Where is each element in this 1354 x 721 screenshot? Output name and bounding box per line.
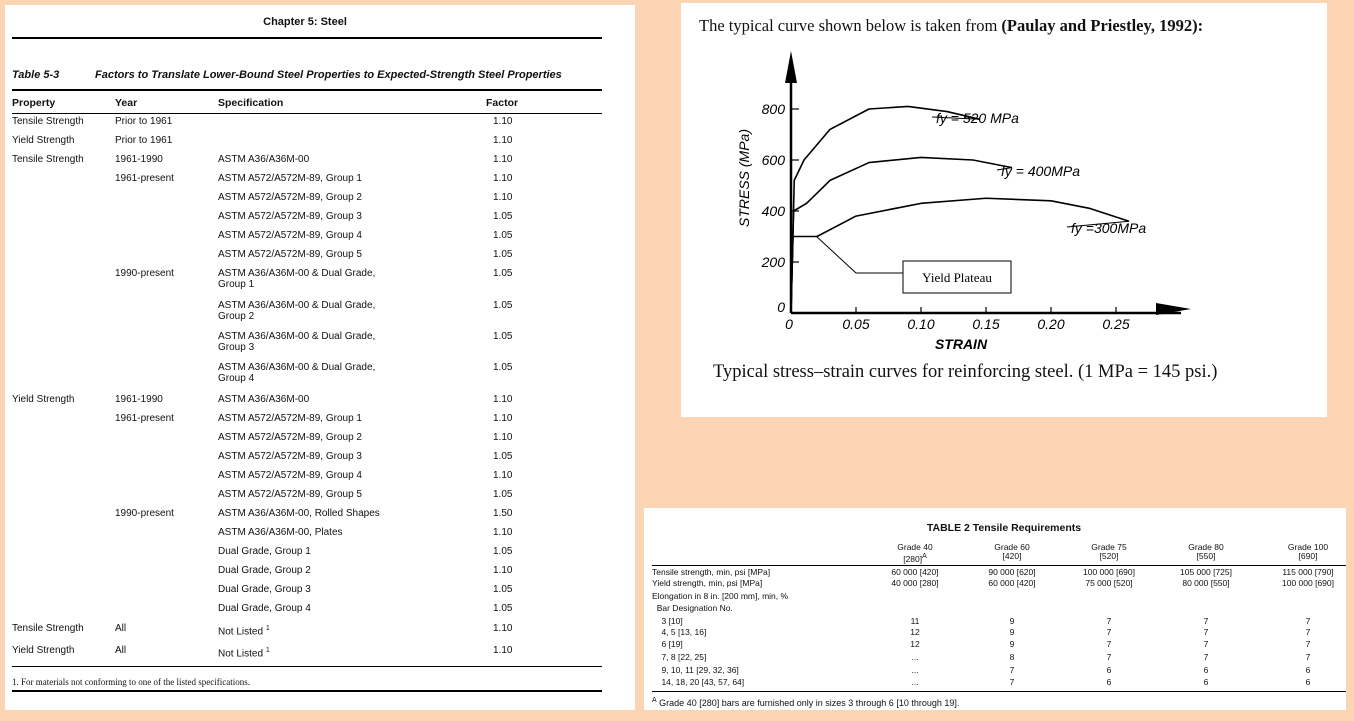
annotation-text: Yield Plateau [922, 270, 992, 285]
cell-property: Yield Strength [12, 394, 75, 405]
cell-specification-text: ASTM A572/A572M-89, Group 1 [218, 173, 362, 184]
requirement-value: 7 [1203, 616, 1209, 626]
grade-mpa: [520] [1099, 551, 1119, 561]
header-rule [12, 113, 602, 114]
tensile-requirements-panel [644, 508, 1346, 710]
cell-year: 1961-present [115, 413, 174, 424]
requirement-value: 9 [1009, 639, 1015, 649]
cell-factor: 1.10 [493, 645, 513, 656]
cell-specification [218, 211, 362, 222]
cell-specification-group: Group 2 [218, 311, 255, 322]
cell-factor: 1.05 [493, 546, 513, 557]
requirement-value: 7 [1305, 639, 1311, 649]
intro-reference: (Paulay and Priestley, 1992): [1001, 16, 1204, 35]
table2-footnote [652, 696, 959, 708]
requirement-label: 6 [19] [652, 639, 683, 649]
series-label: fy =300MPa [1071, 220, 1147, 236]
grade-mpa: [550] [1196, 551, 1216, 561]
y-tick-label: 0 [777, 299, 785, 315]
cell-specification-text: ASTM A36/A36M-00, Plates [218, 527, 343, 538]
requirement-value: 7 [1106, 639, 1112, 649]
annotation-leader [816, 236, 903, 273]
cell-year: 1961-1990 [115, 394, 163, 405]
cell-specification [218, 300, 375, 322]
cell-factor: 1.10 [493, 432, 513, 443]
cell-specification-text: ASTM A36/A36M-00, Rolled Shapes [218, 508, 380, 519]
cell-specification [218, 470, 362, 481]
figure-caption: Typical stress–strain curves for reinforcing steel. (1 MPa = 145 psi.) [713, 362, 1218, 382]
cell-specification [218, 432, 362, 443]
table2-header-rule [652, 565, 1346, 566]
requirement-value: 6 [1203, 677, 1209, 687]
cell-specification [218, 331, 375, 353]
x-tick-label: 0 [785, 316, 793, 332]
grade-mpa: [690] [1298, 551, 1318, 561]
cell-factor: 1.05 [493, 331, 513, 342]
cell-property: Tensile Strength [12, 154, 84, 165]
cell-specification-text: ASTM A572/A572M-89, Group 4 [218, 230, 362, 241]
cell-specification-text: ASTM A36/A36M-00 [218, 394, 310, 405]
table-footnote: 1. For materials not conforming to one of the listed specifications. [12, 677, 250, 687]
cell-specification-text: ASTM A572/A572M-89, Group 3 [218, 451, 362, 462]
requirement-value: 7 [1203, 639, 1209, 649]
grade-column-header [1166, 543, 1246, 561]
cell-property: Yield Strength [12, 135, 75, 146]
cell-specification-text: ASTM A572/A572M-89, Group 3 [218, 211, 362, 222]
cell-specification-text: ASTM A36/A36M-00 & Dual Grade, [218, 268, 376, 279]
y-axis-arrow [785, 51, 797, 83]
cell-specification-text: Dual Grade, Group 4 [218, 603, 311, 614]
requirement-value: 6 [1106, 677, 1112, 687]
cell-specification-text: ASTM A572/A572M-89, Group 1 [218, 413, 362, 424]
cell-specification [218, 508, 380, 519]
requirement-value: 6 [1106, 665, 1112, 675]
table-title: Factors to Translate Lower-Bound Steel Properties to Expected-Strength Steel Properties [95, 69, 562, 81]
cell-specification [218, 489, 362, 500]
cell-factor: 1.05 [493, 211, 513, 222]
requirement-value: 11 [910, 616, 920, 626]
cell-factor: 1.10 [493, 135, 513, 146]
cell-year: Prior to 1961 [115, 116, 173, 127]
cell-factor: 1.05 [493, 300, 513, 311]
requirement-label: 3 [10] [652, 616, 683, 626]
requirement-value: 7 [1106, 652, 1112, 662]
cell-specification-text: ASTM A572/A572M-89, Group 2 [218, 432, 362, 443]
requirement-value: 7 [1106, 616, 1112, 626]
cell-specification [218, 451, 362, 462]
cell-specification-text: Not Listed [218, 648, 264, 660]
cell-specification-group: Group 3 [218, 342, 255, 353]
requirement-value: 100 000 [690] [1282, 578, 1334, 588]
x-tick-label: 0.10 [907, 316, 935, 332]
header-year: Year [115, 97, 138, 109]
requirement-value: 9 [1009, 627, 1015, 637]
requirement-value: 105 000 [725] [1180, 567, 1232, 577]
requirement-label: Yield strength, min, psi [MPa] [652, 578, 763, 588]
caption-rule [12, 89, 602, 91]
header-specification: Specification [218, 97, 284, 109]
cell-factor: 1.05 [493, 603, 513, 614]
cell-specification-group: Group 4 [218, 373, 255, 384]
end-rule [12, 690, 602, 692]
chapter-title: Chapter 5: Steel [263, 16, 347, 28]
cell-factor: 1.10 [493, 527, 513, 538]
cell-factor: 1.10 [493, 470, 513, 481]
cell-specification-text: Dual Grade, Group 2 [218, 565, 311, 576]
requirement-label: 14, 18, 20 [43, 57, 64] [652, 677, 745, 687]
y-axis-label: STRESS (MPa) [736, 128, 752, 228]
cell-year: 1990-present [115, 268, 174, 279]
cell-factor: 1.05 [493, 230, 513, 241]
requirement-value: 40 000 [280] [891, 578, 939, 588]
steel-properties-table-panel [5, 5, 635, 710]
cell-specification [218, 527, 343, 538]
grade-name: Grade 40 [897, 542, 933, 552]
requirement-value: 6 [1305, 665, 1311, 675]
x-tick-label: 0.15 [972, 316, 1000, 332]
requirement-value: 115 000 [790] [1282, 567, 1334, 577]
cell-specification [218, 192, 362, 203]
cell-year: 1961-1990 [115, 154, 163, 165]
grade-column-header [972, 543, 1052, 561]
cell-factor: 1.50 [493, 508, 513, 519]
cell-specification-text: ASTM A36/A36M-00 [218, 154, 310, 165]
cell-specification [218, 623, 270, 637]
cell-specification-text: Dual Grade, Group 1 [218, 546, 311, 557]
bottom-rule [12, 666, 602, 667]
cell-specification-group: Group 1 [218, 279, 255, 290]
stress-strain-figure-panel [681, 3, 1327, 417]
requirement-value: 7 [1305, 627, 1311, 637]
requirement-value: 7 [1305, 652, 1311, 662]
cell-specification-text: ASTM A36/A36M-00 & Dual Grade, [218, 300, 376, 311]
requirement-value: 6 [1203, 665, 1209, 675]
requirement-value: 7 [1009, 665, 1015, 675]
requirement-label: Elongation in 8 in. [200 mm], min, % [652, 591, 789, 601]
cell-specification [218, 268, 375, 290]
cell-specification [218, 230, 362, 241]
cell-factor: 1.05 [493, 584, 513, 595]
cell-year: 1961-present [115, 173, 174, 184]
cell-specification [218, 603, 311, 614]
requirement-value: 9 [1009, 616, 1015, 626]
requirement-value: ... [911, 665, 919, 675]
grade-column-header [875, 543, 955, 564]
x-axis-label: STRAIN [934, 336, 988, 352]
requirement-value: 12 [910, 639, 920, 649]
table2-footnote-text: Grade 40 [280] bars are furnished only in sizes 3 through 6 [10 through 19]. [656, 698, 960, 708]
grade-column-header [1268, 543, 1348, 561]
cell-factor: 1.10 [493, 623, 513, 634]
requirement-label: 9, 10, 11 [29, 32, 36] [652, 665, 739, 675]
table2-footnote-mark: A [652, 697, 657, 704]
stress-strain-chart [681, 3, 1327, 417]
requirement-value: 75 000 [520] [1085, 578, 1133, 588]
cell-specification [218, 249, 362, 260]
requirement-value: 7 [1203, 652, 1209, 662]
cell-factor: 1.05 [493, 268, 513, 279]
requirement-label: Bar Designation No. [652, 603, 733, 613]
cell-factor: 1.10 [493, 154, 513, 165]
cell-factor: 1.05 [493, 489, 513, 500]
cell-specification-text: Dual Grade, Group 3 [218, 584, 311, 595]
table-number: Table 5-3 [12, 69, 60, 81]
requirement-value: 7 [1305, 616, 1311, 626]
y-tick-label: 200 [761, 254, 785, 270]
cell-specification [218, 584, 311, 595]
cell-factor: 1.10 [493, 565, 513, 576]
cell-property: Tensile Strength [12, 116, 84, 127]
cell-property: Yield Strength [12, 645, 75, 656]
requirement-label: 4, 5 [13, 16] [652, 627, 707, 637]
cell-factor: 1.10 [493, 173, 513, 184]
cell-factor: 1.10 [493, 413, 513, 424]
y-tick-label: 800 [761, 101, 785, 117]
requirement-value: 6 [1305, 677, 1311, 687]
cell-year: 1990-present [115, 508, 174, 519]
grade-name: Grade 60 [994, 542, 1030, 552]
footnote-mark: 1 [265, 647, 270, 654]
cell-specification-text: ASTM A572/A572M-89, Group 2 [218, 192, 362, 203]
cell-specification-text: ASTM A572/A572M-89, Group 5 [218, 249, 362, 260]
header-factor: Factor [486, 97, 519, 109]
requirement-value: 7 [1106, 627, 1112, 637]
y-tick-label: 400 [761, 203, 785, 219]
grade-footnote-mark: A [922, 553, 927, 560]
grade-mpa: [280] [903, 553, 923, 564]
cell-factor: 1.10 [493, 192, 513, 203]
requirement-label: 7, 8 [22, 25] [652, 652, 707, 662]
table2-title: TABLE 2 Tensile Requirements [926, 522, 1082, 534]
cell-specification [218, 565, 311, 576]
cell-specification [218, 173, 362, 184]
series-label: fy = 400MPa [1001, 163, 1080, 179]
cell-specification [218, 413, 362, 424]
header-property: Property [12, 97, 56, 109]
series-label: fy = 520 MPa [936, 110, 1019, 126]
requirement-value: 90 000 [620] [988, 567, 1036, 577]
cell-specification [218, 362, 375, 384]
y-tick-label: 600 [761, 152, 785, 168]
requirement-value: ... [911, 677, 919, 687]
grade-name: Grade 80 [1188, 542, 1224, 552]
requirement-value: 100 000 [690] [1083, 567, 1135, 577]
cell-factor: 1.05 [493, 249, 513, 260]
cell-year: All [115, 623, 127, 634]
requirement-value: 80 000 [550] [1182, 578, 1230, 588]
cell-specification-text: ASTM A36/A36M-00 & Dual Grade, [218, 331, 376, 342]
series-line [791, 198, 1129, 313]
top-rule [12, 37, 602, 39]
cell-specification [218, 645, 270, 659]
cell-year: All [115, 645, 127, 656]
cell-specification-text: ASTM A572/A572M-89, Group 5 [218, 489, 362, 500]
requirement-value: ... [911, 652, 919, 662]
x-tick-label: 0.20 [1037, 316, 1065, 332]
grade-name: Grade 75 [1091, 542, 1127, 552]
cell-year: Prior to 1961 [115, 135, 173, 146]
grade-column-header [1069, 543, 1149, 561]
intro-text: The typical curve shown below is taken from [699, 16, 1002, 35]
requirement-value: 60 000 [420] [988, 578, 1036, 588]
requirement-label: Tensile strength, min, psi [MPa] [652, 567, 771, 577]
grade-name: Grade 100 [1287, 542, 1329, 552]
cell-specification-text: ASTM A572/A572M-89, Group 4 [218, 470, 362, 481]
x-tick-label: 0.05 [842, 316, 870, 332]
requirement-value: 7 [1009, 677, 1015, 687]
footnote-mark: 1 [265, 625, 270, 632]
cell-specification [218, 546, 311, 557]
cell-factor: 1.05 [493, 451, 513, 462]
cell-factor: 1.05 [493, 362, 513, 373]
cell-property: Tensile Strength [12, 623, 84, 634]
cell-specification-text: ASTM A36/A36M-00 & Dual Grade, [218, 362, 376, 373]
table2-bottom-rule [652, 691, 1346, 692]
x-tick-label: 0.25 [1102, 316, 1130, 332]
requirement-value: 12 [910, 627, 920, 637]
requirement-value: 7 [1203, 627, 1209, 637]
requirement-value: 60 000 [420] [891, 567, 939, 577]
cell-factor: 1.10 [493, 116, 513, 127]
cell-factor: 1.10 [493, 394, 513, 405]
cell-specification-text: Not Listed [218, 626, 264, 638]
cell-specification [218, 154, 309, 165]
grade-mpa: [420] [1002, 551, 1022, 561]
cell-specification [218, 394, 309, 405]
requirement-value: 8 [1009, 652, 1015, 662]
